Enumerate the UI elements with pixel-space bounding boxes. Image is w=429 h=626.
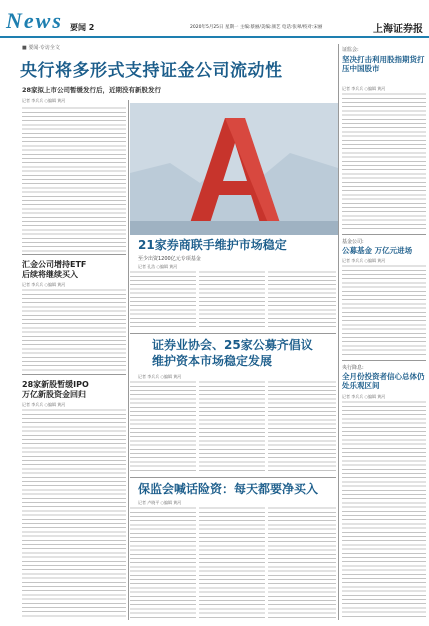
column-divider (338, 44, 339, 620)
divider (22, 374, 126, 375)
sidebar-tag-2: 基金公司: (342, 239, 364, 245)
photo-story-byline: 记者 孔浩 ○编辑 黄河 (138, 264, 178, 269)
assoc-headline: 证券业协会、25家公募齐倡议 (152, 338, 313, 352)
sidebar-headline-2: 公募基金 万亿元进场 (342, 246, 413, 255)
etf-body (22, 288, 126, 372)
insurance-byline: 记者 卢晓平 ○编辑 黄河 (138, 500, 182, 505)
insurance-body-col1 (130, 506, 196, 618)
assoc-subheadline: 维护资本市场稳定发展 (152, 354, 273, 368)
etf-byline: 记者 李兵兵 ○编辑 黄河 (22, 282, 66, 287)
column-divider (128, 100, 129, 620)
page-number: 2 (88, 23, 95, 32)
sidebar-body-3 (342, 400, 426, 618)
section-name: 要闻 (70, 23, 86, 32)
lead-kicker: ■ 要闻·专访全文 (22, 45, 60, 51)
lead-photo (130, 103, 338, 235)
lead-byline: 记者 李兵兵 ○编辑 黄河 (22, 98, 66, 103)
sidebar-byline-1: 记者 李兵兵 ○编辑 黄河 (342, 86, 386, 91)
sidebar-body-1 (342, 92, 426, 232)
photo-story-body-col1 (130, 270, 196, 330)
sidebar-byline-3: 记者 李兵兵 ○编辑 黄河 (342, 394, 386, 399)
ipo-byline: 记者 李兵兵 ○编辑 黄河 (22, 402, 66, 407)
sidebar-body-2 (342, 264, 426, 358)
photo-story-body-col2 (199, 270, 265, 330)
assoc-body-col3 (268, 380, 336, 474)
lead-subheadline: 28家拟上市公司暂缓发行后，近期没有新股发行 (22, 86, 162, 94)
insurance-body-col2 (199, 506, 265, 618)
ipo-headline: 28家新股暂缓IPO (22, 380, 89, 389)
photo-story-body-col3 (268, 270, 336, 330)
ipo-subheadline: 万亿新股资金回归 (22, 390, 86, 399)
insurance-headline: 保监会喊话险资：每天都要净买入 (138, 482, 319, 496)
insurance-body-col3 (268, 506, 336, 618)
etf-headline: 汇金公司增持ETF (22, 260, 87, 269)
sidebar-headline-1: 坚决打击利用股指期货打压中国股市 (342, 55, 425, 74)
divider (130, 477, 336, 478)
lead-headline: 央行将多形式支持证金公司流动性 (20, 61, 283, 81)
divider (130, 333, 336, 334)
divider (342, 234, 426, 235)
masthead-meta: 2020年5月25日 星期一 主编:蔡丽/美编:颜艺 电话:张翠/校对:宋丽 (190, 25, 323, 30)
divider (22, 254, 126, 255)
ipo-body (22, 408, 126, 618)
divider (342, 360, 426, 361)
sidebar-tag-3: 央行降息: (342, 365, 364, 371)
assoc-body-col2 (199, 380, 265, 474)
masthead (0, 0, 429, 40)
assoc-byline: 记者 李兵兵 ○编辑 黄河 (138, 374, 182, 379)
newspaper-brand: 上海证券报 (373, 24, 423, 35)
masthead-logo: News (6, 8, 63, 33)
masthead-rule (0, 36, 429, 38)
sidebar-headline-3: 全月份投资者信心总体仍处乐观区间 (342, 372, 425, 391)
etf-subheadline: 后续将继续买入 (22, 270, 78, 279)
photo-story-subheadline: 至少出资1200亿元专项基金 (138, 256, 201, 262)
assoc-body-col1 (130, 380, 196, 474)
sidebar-byline-2: 记者 李兵兵 ○编辑 黄河 (342, 258, 386, 263)
section-label (70, 22, 94, 33)
photo-story-headline: 21家券商联手维护市场稳定 (138, 238, 287, 252)
sidebar-tag-1: 证监会: (342, 47, 359, 53)
stock-market-letter-a-image (130, 103, 338, 235)
lead-body-col1 (22, 106, 126, 252)
